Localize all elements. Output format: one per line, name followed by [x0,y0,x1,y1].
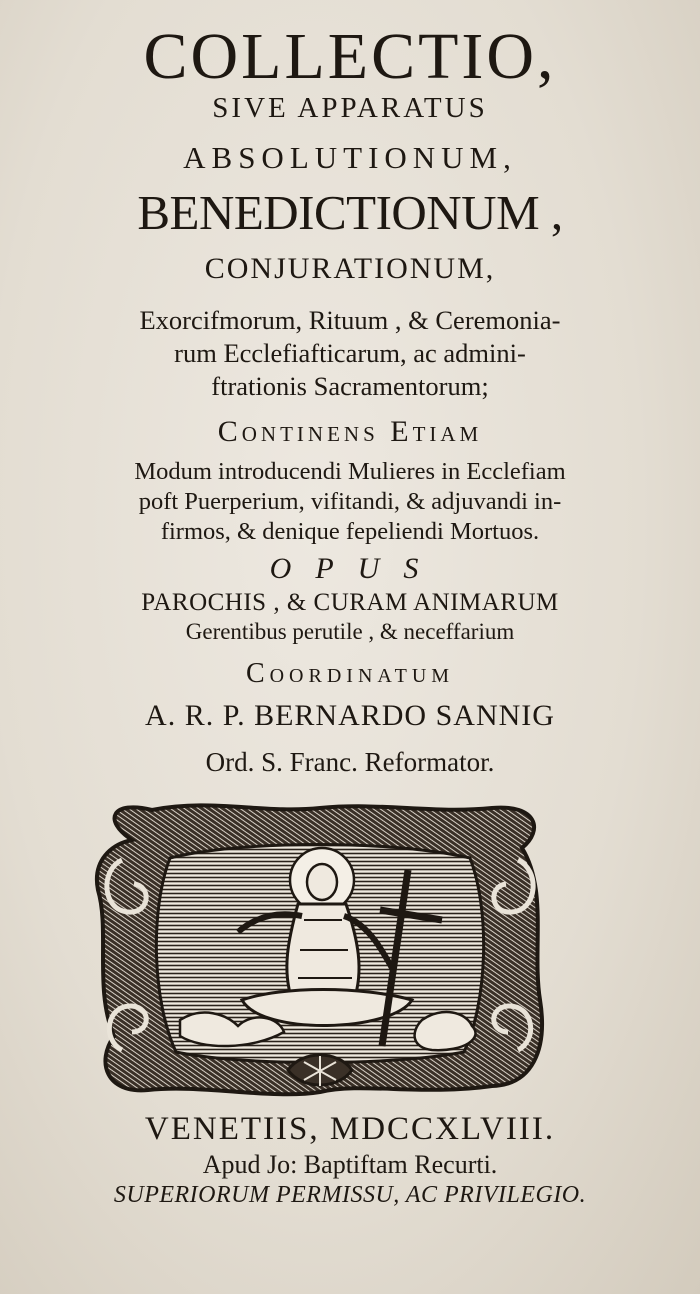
order-line: Ord. S. Franc. Reformator. [205,747,495,777]
subtitle-line-1: SIVE APPARATUS [212,92,488,124]
imprint-privilege: SUPERIORUM PERMISSU, AC PRIVILEGIO. [113,1182,587,1208]
subtitle-line-3: BENEDICTIONUM , [137,185,563,240]
body-line-1: Exorcifmorum, Rituum , & Ceremonia- [139,305,561,335]
subtitle-line-2: ABSOLUTIONUM, [183,140,517,175]
gerentibus-line: Gerentibus perutile , & neceffarium [185,619,515,644]
woodcut-vignette [92,800,548,1098]
imprint-place-date: VENETIIS, MDCCXLVIII. [144,1111,556,1147]
body-line-2: rum Ecclefiafticarum, ac admini- [174,338,526,368]
body-line-3: ftrationis Sacramentorum; [211,371,489,401]
woodcut-vignette-icon [92,800,548,1098]
subtitle-line-4: CONJURATIONUM, [204,252,496,285]
modum-line-1: Modum introducendi Mulieres in Ecclefiam [134,458,566,485]
continens-etiam: Continens Etiam [217,415,483,448]
coordinatum-line: Coordinatum [245,658,455,689]
parochis-line: PAROCHIS , & CURAM ANIMARUM [141,589,559,616]
author-line: A. R. P. BERNARDO SANNIG [145,699,555,732]
modum-line-3: firmos, & denique fepeliendi Mortuos. [160,518,540,545]
modum-line-2: poft Puerperium, vifitandi, & adjuvandi in- [138,488,562,515]
imprint-printer: Apud Jo: Baptiftam Recurti. [202,1150,498,1179]
book-title: COLLECTIO, [143,20,557,93]
opus-heading: OPUS [269,552,443,585]
